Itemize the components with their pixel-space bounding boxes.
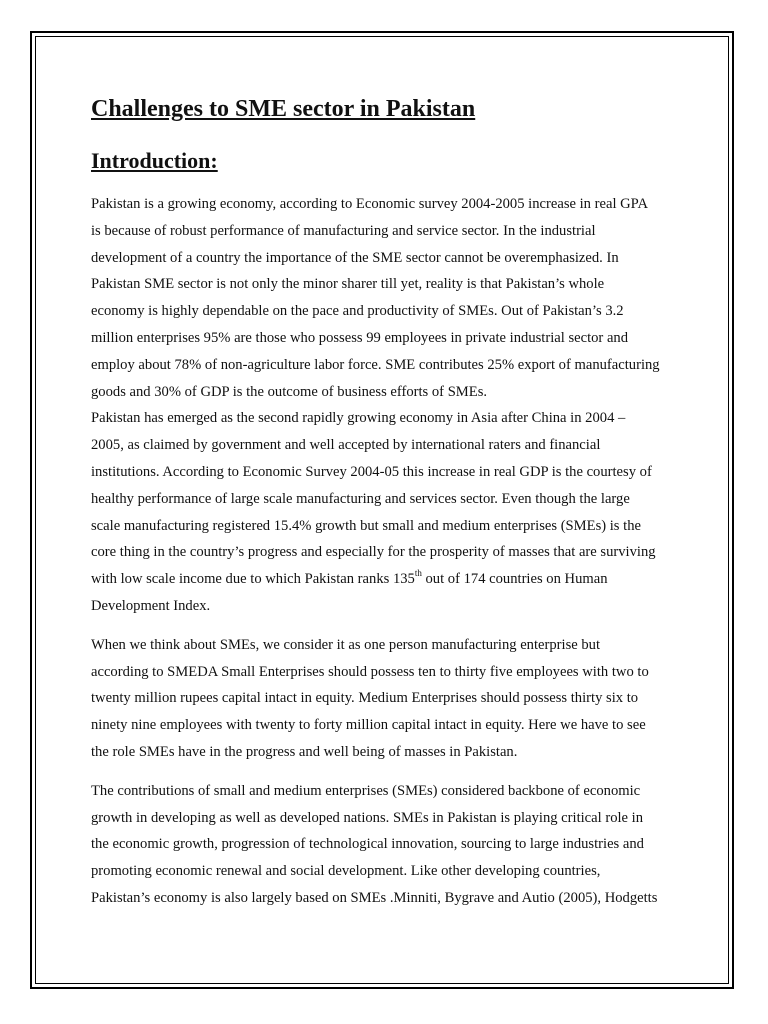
paragraph-line: the economic growth, progression of technological innovation, sourcing to large industries and: [91, 836, 644, 853]
paragraph-line: employ about 78% of non-agriculture labor force. SME contributes 25% export of manufacturing: [91, 356, 660, 373]
paragraph-line: promoting economic renewal and social development. Like other developing countries,: [91, 863, 601, 880]
paragraph-line: Pakistan has emerged as the second rapidly growing economy in Asia after China in 2004 –: [91, 410, 626, 427]
section-heading-introduction: Introduction:: [91, 148, 218, 173]
paragraph-line: The contributions of small and medium enterprises (SMEs) considered backbone of economic: [91, 782, 641, 799]
paragraph-line: twenty million rupees capital intact in equity. Medium Enterprises should possess thirty six to: [91, 690, 639, 707]
paragraph-line: ninety nine employees with twenty to forty million capital intact in equity. Here we have to see: [91, 717, 646, 734]
paragraph-line: according to SMEDA Small Enterprises should possess ten to thirty five employees with two to: [91, 663, 649, 680]
paragraph-line: Pakistan is a growing economy, according to Economic survey 2004-2005 increase in real GPA: [91, 196, 648, 212]
paragraph-line: scale manufacturing registered 15.4% growth but small and medium enterprises (SMEs) is the: [91, 517, 641, 534]
paragraph-1: [91, 191, 691, 405]
paragraph-line: development of a country the importance of the SME sector cannot be overemphasized. In: [91, 249, 619, 266]
paragraph-line: Pakistan’s economy is also largely based on SMEs .Minniti, Bygrave and Autio (2005), Hodgetts: [91, 889, 658, 906]
paragraph-line: core thing in the country’s progress and especially for the prosperity of masses that are surviving: [91, 544, 656, 561]
paragraph-4: [91, 778, 691, 912]
paragraph-line: Pakistan SME sector is not only the minor sharer till yet, reality is that Pakistan’s whole: [91, 276, 605, 293]
paragraph-line: [91, 566, 691, 593]
line-text: with low scale income due to which Pakistan ranks 135: [91, 571, 415, 588]
paragraph-2: [91, 405, 691, 619]
ordinal-superscript: th: [414, 568, 422, 579]
paragraph-line: economy is highly dependable on the pace and productivity of SMEs. Out of Pakistan’s 3.2: [91, 303, 624, 320]
paragraph-line: the role SMEs have in the progress and well being of masses in Pakistan.: [91, 743, 518, 760]
document-body: [91, 92, 691, 912]
paragraph-line: 2005, as claimed by government and well accepted by international raters and financial: [91, 437, 601, 454]
paragraph-line: goods and 30% of GDP is the outcome of business efforts of SMEs.: [91, 383, 488, 400]
document-title: Challenges to SME sector in Pakistan: [91, 96, 476, 122]
paragraph-line: growth in developing as well as developed nations. SMEs in Pakistan is playing critical role in: [91, 809, 644, 826]
paragraph-line: When we think about SMEs, we consider it as one person manufacturing enterprise but: [91, 636, 601, 653]
paragraph-line: healthy performance of large scale manufacturing and services sector. Even though the large: [91, 490, 630, 507]
paragraph-line: is because of robust performance of manufacturing and service sector. In the industrial: [91, 222, 596, 239]
line-text: out of 174 countries on Human: [421, 571, 608, 588]
paragraph-3: [91, 632, 691, 766]
paragraph-line: institutions. According to Economic Survey 2004-05 this increase in real GDP is the courtesy of: [91, 463, 652, 480]
paragraph-line: million enterprises 95% are those who possess 99 employees in private industrial sector and: [91, 329, 629, 346]
paragraph-line: Development Index.: [91, 597, 211, 614]
